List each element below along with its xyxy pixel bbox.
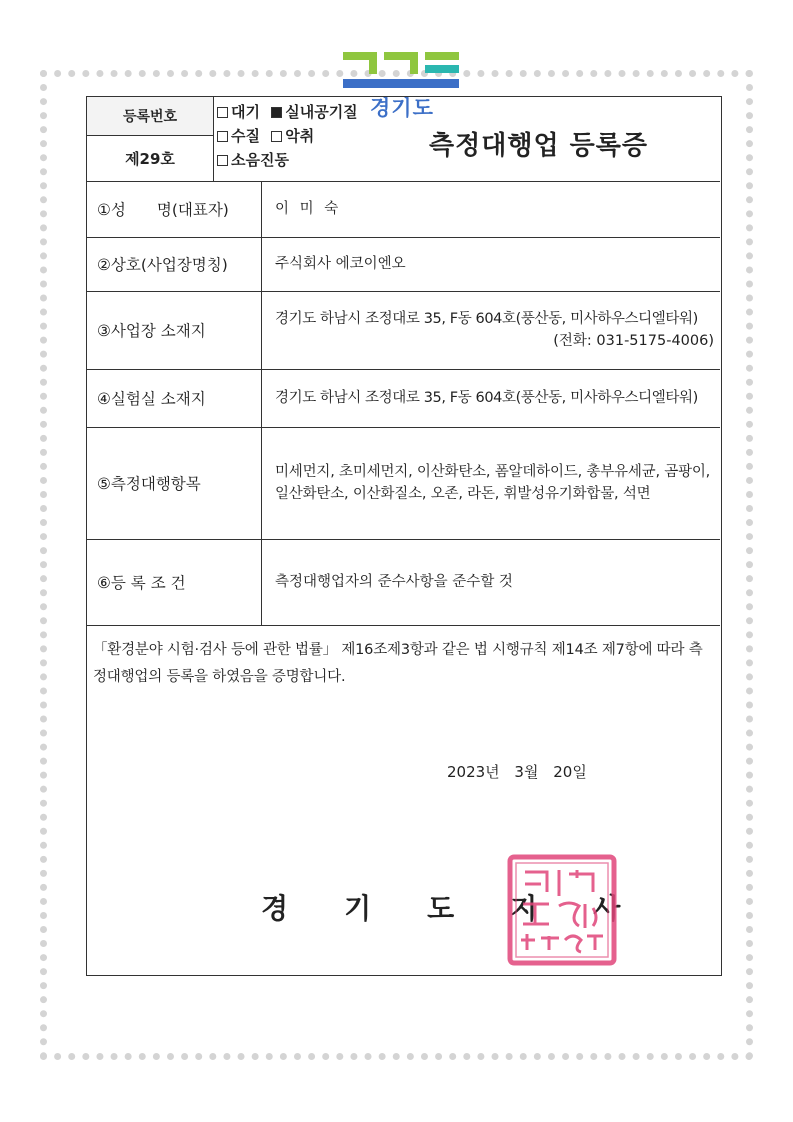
category-odor: 악취 <box>271 127 314 145</box>
category-line-2 <box>217 125 320 146</box>
row-lab-address <box>87 369 720 428</box>
row-company-name <box>87 237 720 292</box>
row-value: 이 미 숙 <box>275 201 342 217</box>
checkbox-icon <box>217 107 228 118</box>
checkbox-icon <box>271 131 282 142</box>
row-value: 측정대행업자의 준수사항을 준수할 것 <box>275 574 513 590</box>
category-line-3 <box>217 149 295 170</box>
checkbox-icon <box>217 131 228 142</box>
category-air: 대기 <box>217 103 260 121</box>
row-label: ⑤측정대행항목 <box>87 427 262 539</box>
checkbox-icon <box>217 155 228 166</box>
category-water: 수질 <box>217 127 260 145</box>
row-value: 경기도 하남시 조정대로 35, F동 604호(풍산동, 미사하우스디엘타워) <box>275 390 698 406</box>
logo-text: 경기도 <box>370 96 434 120</box>
issue-date: 2023년 3월 20일 <box>447 763 587 781</box>
row-business-address <box>87 291 720 370</box>
row-label: ①성 명(대표자) <box>87 181 262 237</box>
official-seal-icon <box>507 854 617 966</box>
row-value: 경기도 하남시 조정대로 35, F동 604호(풍산동, 미사하우스디엘타워) (전화: 031-5175-4006) <box>263 291 720 369</box>
row-label: ④실험실 소재지 <box>87 369 262 427</box>
certification-statement: 「환경분야 시험·검사 등에 관한 법률」 제16조제3항과 같은 법 시행규칙 제14조 제7항에 따라 측정대행업의 등록을 하였음을 증명합니다. <box>93 642 703 685</box>
row-representative <box>87 181 720 238</box>
gyeonggi-logo-icon <box>343 52 459 88</box>
category-line-1 <box>217 101 364 122</box>
row-label: ②상호(사업장명칭) <box>87 237 262 291</box>
registration-number: 제29호 <box>87 135 214 181</box>
row-measurement-items <box>87 427 720 540</box>
row-value: 미세먼지, 초미세먼지, 이산화탄소, 폼알데하이드, 총부유세균, 곰팡이, 일산화탄소, 이산화질소, 오존, 라돈, 휘발성유기화합물, 석면 <box>275 464 711 502</box>
certificate-header <box>87 97 720 182</box>
row-registration-conditions <box>87 539 720 626</box>
phone-number: (전화: 031-5175-4006) <box>553 333 714 349</box>
certificate-title: 측정대행업 등록증 <box>429 131 648 161</box>
issuer-name: 경 기 도 지 사 <box>261 892 621 925</box>
checkbox-checked-icon <box>271 107 282 118</box>
category-indoor-air: 실내공기질 <box>271 103 357 121</box>
certificate-document <box>86 96 722 976</box>
row-label: ⑥등 록 조 건 <box>87 539 262 625</box>
row-label: ③사업장 소재지 <box>87 291 262 369</box>
row-value: 주식회사 에코이엔오 <box>275 256 406 272</box>
registration-number-label: 등록번호 <box>87 97 214 136</box>
category-noise-vibration: 소음진동 <box>217 151 289 169</box>
